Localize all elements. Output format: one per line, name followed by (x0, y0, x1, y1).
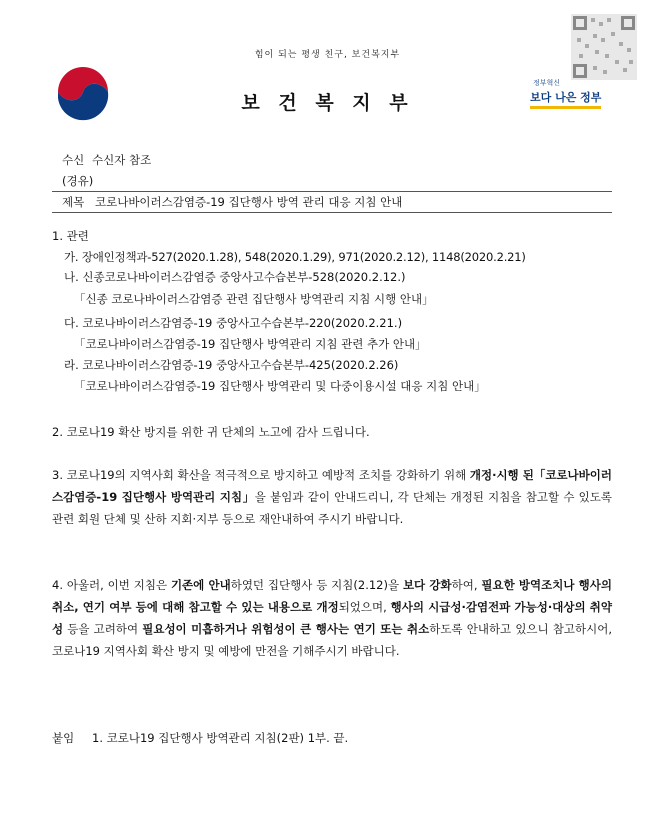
gov-innovation-logo (530, 78, 600, 116)
section1-title: 1. 관련 (52, 229, 89, 243)
section4-text-g: 되었으며, (338, 600, 391, 614)
recipient-value: 수신자 참조 (92, 153, 152, 167)
slogan: 힘이 되는 평생 친구, 보건복지부 (254, 50, 401, 60)
gov-logo-main-text: 보다 나은 정부 (530, 89, 601, 109)
reference-ra-title: 「코로나바이러스감염증-19 집단행사 방역관리 및 다중이용시설 대응 지침 안내」 (74, 379, 486, 393)
section4-text-i: 등을 고려하여 (63, 622, 143, 636)
reference-ra: 라. 코로나바이러스감염증-19 중앙사고수습본부-425(2020.2.26) (64, 358, 399, 372)
reference-ga: 가. 장애인정책과-527(2020.1.28), 548(2020.1.29), 971(2020.2.12), 1148(2020.2.21) (64, 250, 526, 264)
reference-na: 나. 신종코로나바이러스감염증 중앙사고수습본부-528(2020.2.12.) (64, 270, 406, 284)
section4-text-c: 하였던 집단행사 등 지침(2.12)을 (230, 578, 403, 592)
divider-top (52, 191, 612, 192)
section4-text-d: 보다 강화 (402, 578, 452, 592)
section4-text-e: 하여, (451, 578, 482, 592)
subject-label: 제목 (62, 195, 85, 209)
subject-value: 코로나바이러스감염증-19 집단행사 방역 관리 대응 지침 안내 (95, 195, 403, 209)
qr-code-icon (571, 14, 637, 80)
section2-text: 2. 코로나19 확산 방지를 위한 귀 단체의 노고에 감사 드립니다. (52, 425, 370, 439)
ministry-name: 보 건 복 지 부 (241, 92, 414, 114)
attachment-label: 붙임 (52, 731, 75, 745)
section4-text-k: 하도록 안내하고 있으니 참고하시어, 코로나19 지역사회 확산 방지 및 예방에 만전을 기해주시기 바랍니다. (52, 622, 612, 658)
section3-text-c: 을 붙임과 같이 안내드리니, 각 단체는 개정된 지침을 참고할 수 있도록 관련 회원 단체 및 산하 지회·지부 등으로 재안내하여 주시기 바랍니다. (52, 490, 613, 526)
via-label: (경유) (62, 174, 94, 188)
divider-bottom (52, 212, 612, 213)
reference-da: 다. 코로나바이러스감염증-19 중앙사고수습본부-220(2020.2.21.) (64, 316, 403, 330)
section4-text-b: 기존에 안내 (170, 578, 231, 592)
section4-text-j: 필요성이 미흡하거나 위험성이 큰 행사는 연기 또는 취소 (142, 622, 430, 636)
section3-paragraph (52, 464, 612, 530)
attachment-text: 1. 코로나19 집단행사 방역관리 지침(2판) 1부. 끝. (92, 731, 349, 745)
reference-da-title: 「코로나바이러스감염증-19 집단행사 방역관리 지침 관련 추가 안내」 (74, 337, 427, 351)
section3-text-a: 3. 코로나19의 지역사회 확산을 적극적으로 방지하고 예방적 조치를 강화하기 위해 (52, 468, 470, 482)
reference-na-title: 「신종 코로나바이러스감염증 관련 집단행사 방역관리 지침 시행 안내」 (74, 292, 434, 306)
recipient-label: 수신 (62, 153, 85, 167)
gov-logo-top-text: 정부혁신 (533, 79, 561, 87)
section3-text-b: 개정·시행 된「코로나바이러스감염증-19 집단행사 방역관리 지침」 (52, 468, 612, 504)
section4-text-a: 4. 아울러, 이번 지침은 (52, 578, 171, 592)
section4-paragraph (52, 574, 612, 662)
section4-text-h: 행사의 시급성·감염전파 가능성·대상의 취약성 (52, 600, 612, 636)
section4-text-f: 필요한 방역조치나 행사의 취소, 연기 여부 등에 대해 참고할 수 있는 내용으로 개정 (52, 578, 612, 614)
